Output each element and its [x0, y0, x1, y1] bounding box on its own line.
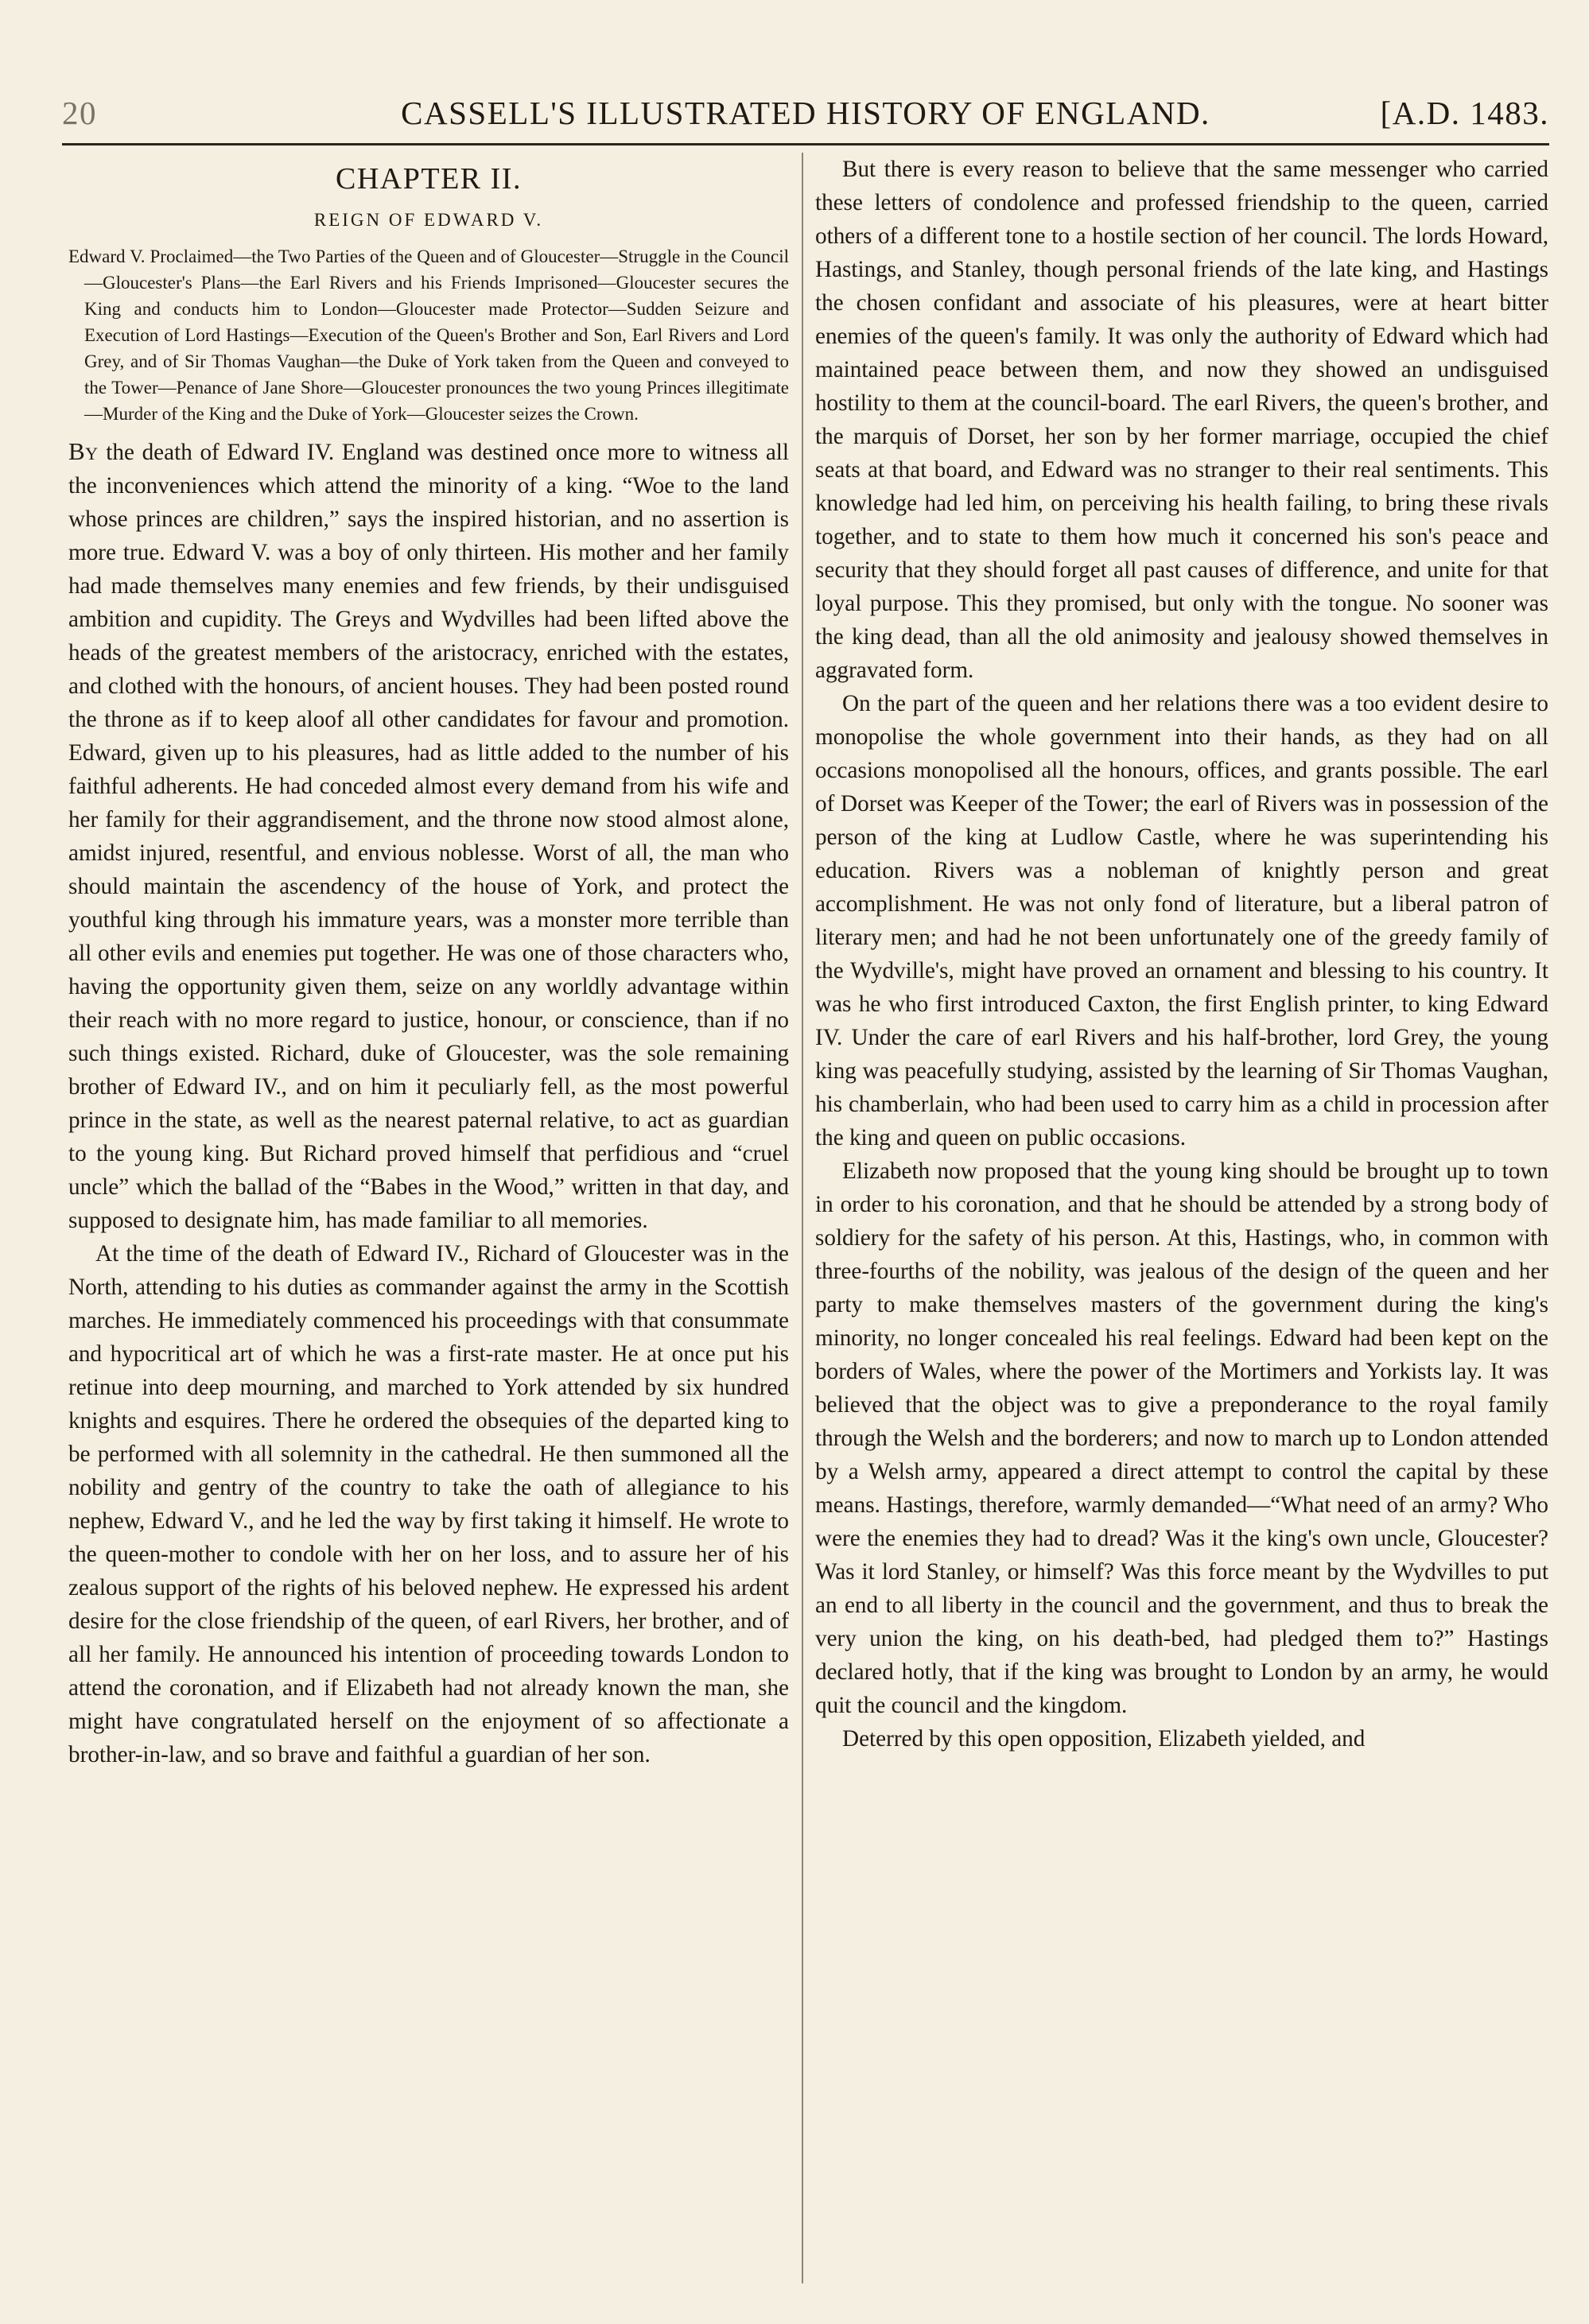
column-divider	[802, 153, 803, 2283]
page-number: 20	[62, 95, 97, 131]
paragraph: Elizabeth now proposed that the young king should be brought up to town in order to his coronation, and that he should be attended by a strong body of soldiery for the safety of his person. At this, Hastings, who, in common with three-fourths of the nobility, was jealous of the design of the queen and her party to make themselves masters of the government during the king's minority, no longer concealed his real feelings. Edward had been kept on the borders of Wales, where the power of the Mortimers and Yorkists lay. It was believed that the object was to give a preponderance to the royal family through the Welsh and the borderers; and now to march up to London attended by a Welsh army, appeared a direct attempt to control the capital by these means. Hastings, therefore, warmly demanded—“What need of an army? Who were the enemies they had to dread? Was it the king's own uncle, Gloucester? Was it lord Stanley, or himself? Was this force meant by the Wydvilles to put an end to all liberty in the council and the government, and thus to break the very union the king, on his death-bed, had pledged them to?” Hastings declared hotly, that if the king was brought to London by an army, he would quit the council and the kingdom.	[815, 1158, 1548, 1718]
paragraph: On the part of the queen and her relations there was a too evident desire to monopolise the whole government into their hands, as they had on all occasions monopolised all the honours, offices, and grants possible. The earl of Dorset was Keeper of the Tower; the earl of Rivers was in possession of the person of the king at Ludlow Castle, where he was superintending his education. Rivers was a nobleman of knightly person and great accomplishment. He was not only fond of literature, but a liberal patron of literary men; and had he not been unfortunately one of the greedy family of the Wydville's, might have proved an ornament and blessing to his country. It was he who first introduced Caxton, the first English printer, to king Edward IV. Under the care of earl Rivers and his half-brother, lord Grey, the young king was peacefully studying, assisted by the learning of Sir Thomas Vaughan, his chamberlain, who had been used to carry him as a child in procession after the king and queen on public occasions.	[815, 691, 1548, 1150]
header-rule	[62, 143, 1549, 145]
opening-word: By	[68, 437, 99, 465]
chapter-title: CHAPTER II.	[336, 162, 522, 196]
paragraph	[68, 435, 789, 1237]
paragraph: But there is every reason to believe that the same messenger who carried these letters of condolence and professed friendship to the queen, carried others of a different tone to a hostile section of her council. The lords Howard, Hastings, and Stanley, though personal friends of the late king, and Hastings the chosen confidant and associate of his pleasures, were at heart bitter enemies of the queen's family. It was only the authority of Edward which had maintained peace between them, and now they showed an undisguised hostility to them at the council-board. The earl Rivers, the queen's brother, and the marquis of Dorset, her son by her former marriage, occupied the chief seats at that board, and Edward was no stranger to their real sentiments. This knowledge had led him, on perceiving his health failing, to bring these rivals together, and to state to them how much it concerned his son's peace and security that they should forget all past causes of difference, and unite for that loyal purpose. This they promised, but only with the tongue. No sooner was the king dead, than all the old animosity and jealousy showed themselves in aggravated form.	[815, 157, 1548, 683]
chapter-summary: Edward V. Proclaimed—the Two Parties of the Queen and of Gloucester—Struggle in the Council—Gloucester's Plans—the Earl Rivers and his Friends Imprisoned—Gloucester secures the King and conducts him to London—Gloucester made Protector—Sudden Seizure and Execution of Lord Hastings—Execution of the Queen's Brother and Son, Earl Rivers and Lord Grey, and of Sir Thomas Vaughan—the Duke of York taken from the Queen and conveyed to the Tower—Penance of Jane Shore—Gloucester pronounces the two young Princes illegitimate—Murder of the King and the Duke of York—Gloucester seizes the Crown.	[68, 246, 789, 424]
header-year: [A.D. 1483.	[1380, 95, 1549, 131]
chapter-subtitle: REIGN OF EDWARD V.	[313, 210, 544, 230]
paragraph: Deterred by this open opposition, Elizabeth yielded, and	[842, 1726, 1366, 1752]
running-header	[62, 94, 1549, 134]
paragraph: At the time of the death of Edward IV., Richard of Gloucester was in the North, attending to his duties as commander against the army in the Scottish marches. He immediately commenced his proceedings with that consummate and hypocritical art of which he was a first-rate master. He at once put his retinue into deep mourning, and marched to York attended by six hundred knights and esquires. There he ordered the obsequies of the departed king to be performed with all solemnity in the cathedral. He then summoned all the nobility and gentry of the country to take the oath of allegiance to his nephew, Edward V., and he led the way by first taking it himself. He wrote to the queen-mother to condole with her on her loss, and to assure her of his zealous support of the rights of his beloved nephew. He expressed his ardent desire for the close friendship of the queen, of earl Rivers, her brother, and of all her family. He announced his intention of proceeding towards London to attend the coronation, and if Elizabeth had not already known the man, she might have congratulated herself on the enjoyment of so affectionate a brother-in-law, and so brave and faithful a guardian of her son.	[68, 1241, 789, 1767]
running-title: CASSELL'S ILLUSTRATED HISTORY OF ENGLAND.	[401, 95, 1210, 131]
right-column	[815, 153, 1548, 2299]
paragraph-text: the death of Edward IV. England was destined once more to witness all the inconveniences which attend the minority of a king. “Woe to the land whose princes are children,” says the inspired historian, and no assertion is more true. Edward V. was a boy of only thirteen. His mother and her family had made themselves many enemies and few friends, by their undisguised ambition and cupidity. The Greys and Wydvilles had been lifted above the heads of the greatest members of the aristocracy, enriched with the estates, and clothed with the honours, of ancient houses. They had been posted round the throne as if to keep aloof all other candidates for favour and promotion. Edward, given up to his pleasures, had as little added to the number of his faithful adherents. He had conceded almost every demand from his wife and her family for their aggrandisement, and the throne now stood almost alone, amidst injured, resentful, and envious noblesse. Worst of all, the man who should maintain the ascendency of the house of York, and protect the youthful king through his immature years, was a monster more terrible than all other evils and enemies put together. He was one of those characters who, having the opportunity given them, seize on any worldly advantage within their reach with no more regard to justice, honour, or conscience, than if no such things existed. Richard, duke of Gloucester, was the sole remaining brother of Edward IV., and on him it peculiarly fell, as the most powerful prince in the state, as well as the nearest paternal relative, to act as guardian to the young king. But Richard proved himself that perfidious and “cruel uncle” which the ballad of the “Babes in the Wood,” written in that day, and supposed to designate him, has made familiar to all memories.	[68, 440, 789, 1233]
left-column	[68, 153, 789, 2299]
